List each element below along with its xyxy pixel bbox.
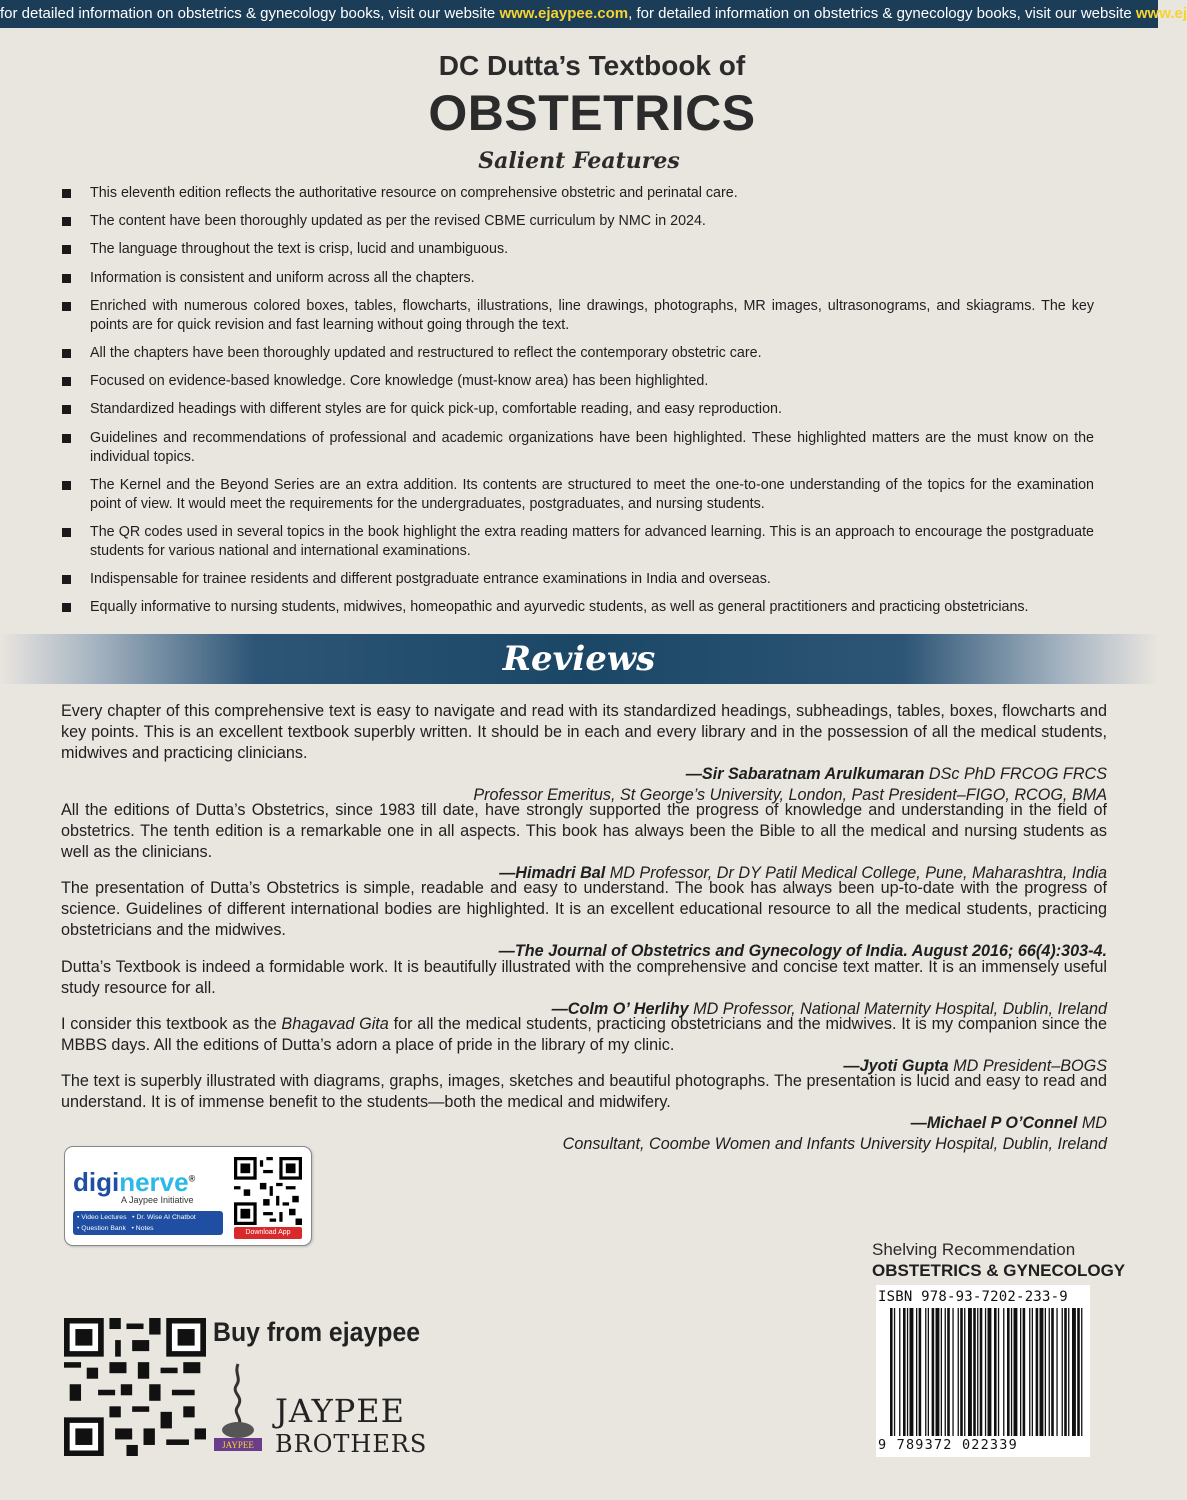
- review-text: The text is superbly illustrated with diagrams, graphs, images, sketches and beautiful photographs. The presentation is lucid and easy to read and understand. It is of immense benefit to the students—both the medical and midwifery.: [61, 1072, 1107, 1111]
- feature-item: The Kernel and the Beyond Series are an extra addition. Its contents are structured to meet the one-to-one understanding of the topics for the examination point of view. It would meet the requirements for the undergraduates, postgraduates, and nursing students.: [62, 476, 1094, 514]
- diginerve-qr-code-icon[interactable]: [234, 1157, 302, 1225]
- square-bullet-icon: [62, 405, 71, 414]
- banner-site-link-1[interactable]: www.ejaypee.com: [499, 5, 629, 22]
- review-item: [61, 878, 1107, 962]
- banner-text-1: for detailed information on obstetrics & gynecology books, visit our website: [0, 5, 500, 22]
- barcode-icon: [890, 1308, 1082, 1436]
- diginerve-subtitle: A Jaypee Initiative: [121, 1195, 194, 1205]
- feature-item: The language throughout the text is crisp, lucid and unambiguous.: [62, 240, 1094, 259]
- square-bullet-icon: [62, 189, 71, 198]
- buy-qr-code-icon[interactable]: [64, 1318, 206, 1456]
- barcode-digits: 9 789372 022339: [878, 1437, 1018, 1453]
- salient-features-heading: Salient Features: [478, 148, 680, 174]
- publisher-name-line-2: BROTHERS: [275, 1430, 428, 1458]
- feature-item: This eleventh edition reflects the authoritative resource on comprehensive obstetric and perinatal care.: [62, 184, 1094, 203]
- square-bullet-icon: [62, 575, 71, 584]
- review-item: [61, 1071, 1107, 1155]
- review-text: The presentation of Dutta’s Obstetrics is simple, readable and easy to understand. The book has always been up-to-date with the progress of science. Guidelines of different international bodies are highlighted. It is an excellent educational resource to all the medical students, practicing obstetricians and the midwives.: [61, 879, 1107, 939]
- book-title-line-1: DC Dutta’s Textbook of: [438, 50, 746, 81]
- feature-item: Focused on evidence-based knowledge. Core knowledge (must-know area) has been highlighted.: [62, 372, 1094, 391]
- review-affiliation: Consultant, Coombe Women and Infants University Hospital, Dublin, Ireland: [562, 1135, 1107, 1153]
- feature-item: The QR codes used in several topics in the book highlight the extra reading matters for advanced learning. This is an approach to encourage the postgraduate students for various national and international examinations.: [62, 523, 1094, 561]
- feature-item: Indispensable for trainee residents and different postgraduate entrance examinations in India and overseas.: [62, 570, 1094, 589]
- download-app-button[interactable]: Download App: [234, 1227, 302, 1239]
- feature-item: Standardized headings with different styles are for quick pick-up, comfortable reading, and easy reproduction.: [62, 400, 1094, 419]
- book-title-line-2: OBSTETRICS: [428, 85, 756, 141]
- review-attribution: —The Journal of Obstetrics and Gynecology of India. August 2016; 66(4):303-4.: [498, 942, 1107, 960]
- review-attribution: —Colm O’ Herlihy MD Professor, National Maternity Hospital, Dublin, Ireland: [551, 1000, 1107, 1018]
- review-attribution: —Jyoti Gupta MD President–BOGS: [843, 1057, 1107, 1075]
- feature-item: The content have been thoroughly updated as per the revised CBME curriculum by NMC in 2024.: [62, 212, 1094, 231]
- diginerve-card[interactable]: [64, 1146, 312, 1246]
- review-item: [61, 1014, 1107, 1077]
- shelving-label: Shelving Recommendation: [872, 1240, 1076, 1259]
- square-bullet-icon: [62, 274, 71, 283]
- review-attribution: —Sir Sabaratnam Arulkumaran DSc PhD FRCOG FRCS: [685, 765, 1107, 783]
- square-bullet-icon: [62, 302, 71, 311]
- review-item: [61, 701, 1107, 806]
- isbn-text: ISBN 978-93-7202-233-9: [878, 1289, 1068, 1305]
- square-bullet-icon: [62, 217, 71, 226]
- square-bullet-icon: [62, 481, 71, 490]
- publisher-name-line-1: JAYPEE: [275, 1392, 406, 1430]
- square-bullet-icon: [62, 434, 71, 443]
- feature-item: Enriched with numerous colored boxes, tables, flowcharts, illustrations, line drawings, photographs, MR images, ultrasonograms, and skiagrams. The key points are for quick revision and fast learning without going through the text.: [62, 297, 1094, 335]
- feature-item: Information is consistent and uniform across all the chapters.: [62, 269, 1094, 288]
- buy-from-ejaypee-link[interactable]: Buy from ejaypee: [213, 1317, 421, 1347]
- square-bullet-icon: [62, 528, 71, 537]
- review-item: [61, 957, 1107, 1020]
- features-list: [62, 184, 1094, 626]
- shelving-value: OBSTETRICS & GYNECOLOGY: [872, 1261, 1126, 1280]
- review-text: Dutta’s Textbook is indeed a formidable work. It is beautifully illustrated with the comprehensive and concise text matter. It is an immensely useful study resource for all.: [61, 958, 1107, 997]
- review-attribution: —Michael P O’Connel MD: [910, 1114, 1107, 1132]
- square-bullet-icon: [62, 245, 71, 254]
- reviews-heading: Reviews: [502, 639, 656, 679]
- jaypee-emblem-logo: [212, 1360, 264, 1452]
- review-item: [61, 800, 1107, 884]
- website-banner: [0, 0, 1187, 28]
- review-affiliation: Professor Emeritus, St George’s University, London, Past President–FIGO, RCOG, BMA: [473, 786, 1107, 804]
- review-text: All the editions of Dutta’s Obstetrics, since 1983 till date, have strongly supported the progress of knowledge and understanding in the field of obstetrics. The tenth edition is a remarkable one in all aspects. This book has always been the Bible to all the medical and nursing students as well as the clinicians.: [61, 801, 1107, 861]
- feature-item: All the chapters have been thoroughly updated and restructured to reflect the contemporary obstetric care.: [62, 344, 1094, 363]
- emblem-label: JAYPEE: [222, 1440, 254, 1450]
- feature-item: Equally informative to nursing students, midwives, homeopathic and ayurvedic students, as well as general practitioners and practicing obstetricians.: [62, 598, 1094, 617]
- square-bullet-icon: [62, 377, 71, 386]
- square-bullet-icon: [62, 603, 71, 612]
- review-attribution: —Himadri Bal MD Professor, Dr DY Patil Medical College, Pune, Maharashtra, India: [499, 864, 1107, 882]
- banner-text-2: , for detailed information on obstetrics & gynecology books, visit our website: [628, 5, 1136, 22]
- review-text: Every chapter of this comprehensive text is easy to navigate and read with its standardized headings, subheadings, tables, boxes, flowcharts and key points. This is an excellent textbook superbly written. It should be in each and every library and in the possession of all the medical students, midwives and practicing clinicians.: [61, 702, 1107, 762]
- banner-site-link-2[interactable]: www.ej: [1135, 5, 1187, 22]
- diginerve-features: • Video Lectures • Dr. Wise AI Chatbot • Question Bank • Notes: [73, 1211, 223, 1235]
- diginerve-logo: diginerve®: [73, 1167, 196, 1197]
- square-bullet-icon: [62, 349, 71, 358]
- review-text: I consider this textbook as the Bhagavad Gita for all the medical students, practicing obstetricians and the midwives. It is my companion since the MBBS days. All the editions of Dutta’s adorn a place of pride in the library of my clinic.: [61, 1015, 1108, 1054]
- feature-item: Guidelines and recommendations of professional and academic organizations have been highlighted. These highlighted matters are the must know on the individual topics.: [62, 429, 1094, 467]
